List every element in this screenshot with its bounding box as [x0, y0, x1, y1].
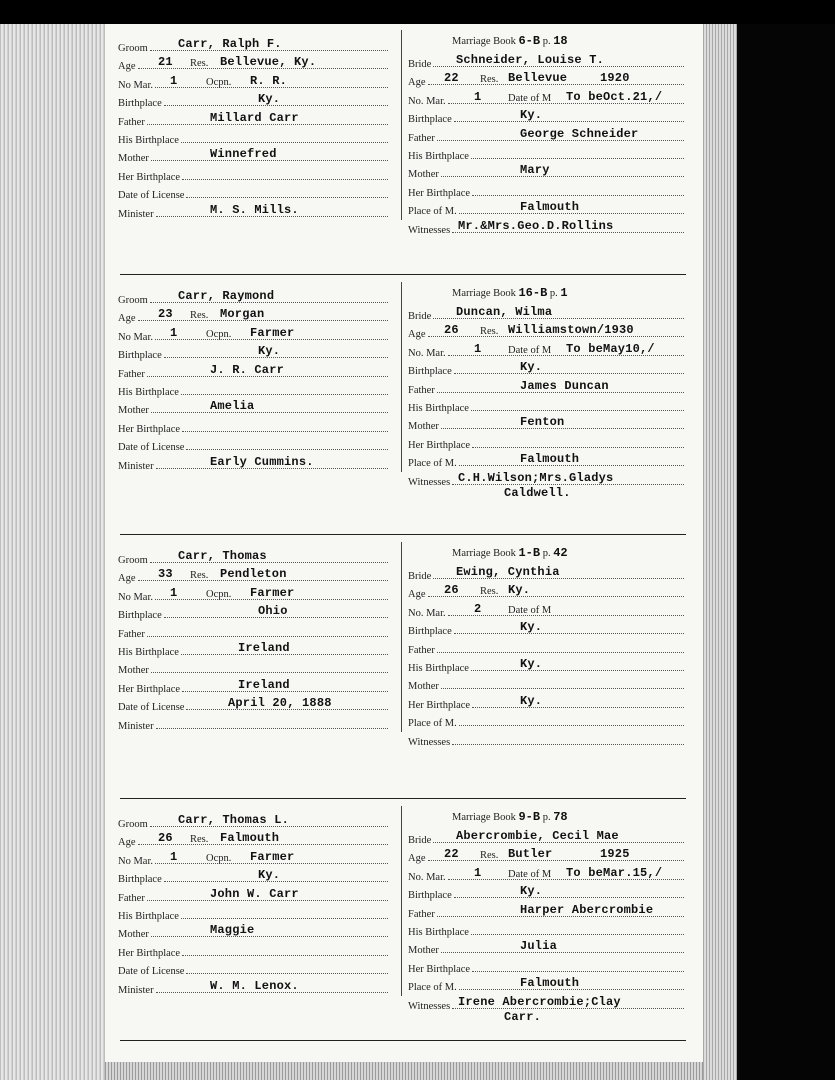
bride-no-mar-value: 1 — [474, 341, 482, 356]
film-edge-right — [703, 0, 835, 1080]
bride-father-value: Harper Abercrombie — [520, 902, 654, 917]
bride-mother-dotted-line — [441, 176, 684, 177]
groom-his-birthplace-label: His Birthplace — [118, 911, 179, 922]
bride-his-birthplace-row — [408, 144, 686, 162]
groom-res-value: Pendleton — [220, 567, 287, 582]
marriage-book-label: Marriage Book — [452, 812, 519, 823]
groom-minister-value: W. M. Lenox. — [210, 978, 299, 993]
bride-mother-label: Mother — [408, 945, 439, 957]
bride-his-birthplace-value: Ky. — [520, 657, 543, 671]
marriage-book-page-value: 42 — [553, 546, 568, 560]
bride-her-birthplace-label: Her Birthplace — [408, 439, 471, 451]
bride-witnesses-label: Witnesses — [408, 224, 451, 236]
bride-birthplace-dotted-line — [454, 633, 684, 634]
groom-minister-label: Minister — [118, 208, 154, 220]
bride-her-birthplace-row — [408, 181, 686, 199]
groom-birthplace-label: Birthplace — [118, 610, 162, 622]
marriage-book-page-value: 1 — [560, 286, 568, 300]
bride-name-value: Schneider, Louise T. — [456, 53, 605, 67]
bride-birthplace-label: Birthplace — [408, 890, 452, 902]
groom-no-mar-value: 1 — [170, 585, 178, 600]
bride-her-birthplace-dotted-line — [472, 707, 684, 708]
bride-name-label: Bride — [408, 835, 432, 846]
bride-res-value: Ky. — [508, 583, 531, 598]
bride-witnesses-label: Witnesses — [408, 736, 451, 748]
groom-his-birthplace-row — [118, 904, 390, 922]
groom-mother-value: Amelia — [210, 399, 255, 414]
groom-age-label: Age — [118, 573, 136, 585]
groom-name-value: Carr, Thomas — [178, 549, 267, 563]
groom-no-mar-value: 1 — [170, 73, 178, 88]
groom-no-mar-label: No Mar. — [118, 855, 153, 867]
bride-witnesses-label: Witnesses — [408, 1000, 451, 1012]
groom-birthplace-label: Birthplace — [118, 98, 162, 110]
marriage-book-value: 16-B — [518, 286, 548, 300]
bride-father-label: Father — [408, 132, 435, 144]
bride-age-value: 22 — [444, 847, 459, 862]
bride-age-value: 22 — [444, 71, 459, 86]
bride-place-of-m-label: Place of M. — [408, 718, 457, 730]
groom-mother-label: Mother — [118, 405, 149, 417]
groom-father-label: Father — [118, 368, 145, 380]
groom-birthplace-value: Ky. — [258, 344, 281, 359]
marriage-book-value: 6-B — [518, 34, 541, 48]
groom-ocpn-value: Farmer — [250, 849, 295, 864]
bride-date-of-m-label: Date of M — [508, 92, 552, 104]
bride-mother-label: Mother — [408, 681, 439, 693]
bride-witnesses-continued: Caldwell. — [504, 486, 571, 500]
groom-date-of-license-label: Date of License — [118, 966, 185, 978]
groom-ocpn-value: Farmer — [250, 325, 295, 340]
groom-her-birthplace-dotted-line — [182, 179, 388, 180]
groom-minister-label: Minister — [118, 984, 154, 996]
bride-father-dotted-line — [437, 652, 684, 653]
bride-age-label: Age — [408, 589, 426, 601]
bride-her-birthplace-row — [408, 957, 686, 975]
bride-witnesses-continued: Carr. — [504, 1010, 542, 1024]
bride-father-label: Father — [408, 384, 435, 396]
groom-her-birthplace-label: Her Birthplace — [118, 947, 181, 959]
bride-mother-row — [408, 674, 686, 692]
groom-birthplace-row — [118, 867, 390, 885]
bride-her-birthplace-label: Her Birthplace — [408, 963, 471, 975]
bride-no-mar-value: 2 — [474, 601, 482, 616]
groom-her-birthplace-row — [118, 941, 390, 959]
groom-his-birthplace-row — [118, 128, 390, 146]
groom-mother-value: Maggie — [210, 923, 255, 938]
marriage-book-page-value: 78 — [553, 810, 568, 824]
bride-her-birthplace-dotted-line — [472, 195, 684, 196]
groom-her-birthplace-dotted-line — [182, 431, 388, 432]
groom-her-birthplace-row — [118, 165, 390, 183]
groom-mother-dotted-line — [151, 672, 388, 673]
groom-age-label: Age — [118, 61, 136, 73]
bride-res-value: Butler — [508, 847, 553, 862]
groom-his-birthplace-dotted-line — [181, 918, 388, 919]
bride-name-value: Duncan, Wilma — [456, 305, 553, 319]
groom-mother-label: Mother — [118, 929, 149, 941]
bride-res-label: Res. — [480, 850, 499, 862]
film-edge-band — [703, 0, 737, 1080]
groom-res-label: Res. — [190, 834, 209, 846]
groom-minister-value: Early Cummins. — [210, 454, 314, 469]
marriage-book-page-label: p. — [540, 36, 554, 47]
groom-her-birthplace-row — [118, 417, 390, 435]
groom-her-birthplace-label: Her Birthplace — [118, 683, 181, 695]
bride-date-of-m-label: Date of M — [508, 868, 552, 880]
bride-her-birthplace-dotted-line — [472, 971, 684, 972]
bride-date-of-m-value: To beMay10,/ — [566, 341, 655, 356]
groom-date-of-license-row — [118, 435, 390, 453]
groom-date-of-license-label: Date of License — [118, 190, 185, 202]
bride-his-birthplace-dotted-line — [471, 410, 684, 411]
groom-date-of-license-row — [118, 183, 390, 201]
groom-birthplace-label: Birthplace — [118, 874, 162, 886]
bride-no-mar-label: No. Mar. — [408, 871, 446, 883]
bride-witnesses-value: C.H.Wilson;Mrs.Gladys — [458, 470, 614, 485]
groom-no-mar-value: 1 — [170, 325, 178, 340]
bride-name-label: Bride — [408, 571, 432, 582]
record-divider — [120, 274, 686, 275]
groom-minister-label: Minister — [118, 460, 154, 472]
groom-name-value: Carr, Raymond — [178, 289, 275, 303]
groom-his-birthplace-label: His Birthplace — [118, 647, 179, 658]
bride-mother-dotted-line — [441, 952, 684, 953]
marriage-book-label: Marriage Book — [452, 36, 519, 47]
groom-age-value: 26 — [158, 831, 173, 846]
groom-father-value: J. R. Carr — [210, 362, 285, 377]
groom-no-mar-label: No Mar. — [118, 331, 153, 343]
bride-his-birthplace-row — [408, 396, 686, 414]
bride-no-mar-label: No. Mar. — [408, 347, 446, 359]
groom-his-birthplace-dotted-line — [181, 142, 388, 143]
marriage-book — [452, 810, 568, 824]
film-edge-bottom — [105, 1062, 703, 1080]
bride-birthplace-value: Ky. — [520, 108, 543, 123]
bride-birthplace-value: Ky. — [520, 360, 543, 375]
bride-age-value: 26 — [444, 323, 459, 338]
bride-age-value: 26 — [444, 583, 459, 598]
groom-no-mar-label: No Mar. — [118, 591, 153, 603]
bride-his-birthplace-label: His Birthplace — [408, 403, 469, 414]
groom-birthplace-label: Birthplace — [118, 350, 162, 362]
bride-res-year-value: 1920 — [600, 71, 630, 86]
bride-no-mar-label: No. Mar. — [408, 95, 446, 107]
bride-birthplace-label: Birthplace — [408, 366, 452, 378]
bride-mother-value: Mary — [520, 163, 550, 178]
bride-his-birthplace-label: His Birthplace — [408, 927, 469, 938]
groom-mother-dotted-line — [151, 412, 388, 413]
bride-res-year-value: 1925 — [600, 847, 630, 862]
marriage-book-value: 1-B — [518, 546, 541, 560]
bride-his-birthplace-dotted-line — [471, 158, 684, 159]
groom-birthplace-row — [118, 91, 390, 109]
bride-his-birthplace-label: His Birthplace — [408, 663, 469, 674]
bride-witnesses-value: Mr.&Mrs.Geo.D.Rollins — [458, 218, 614, 233]
groom-date-of-license-dotted-line — [186, 449, 388, 450]
bride-her-birthplace-value: Ky. — [520, 693, 543, 708]
bride-witnesses-value: Irene Abercrombie;Clay — [458, 994, 621, 1009]
bride-res-label: Res. — [480, 326, 499, 338]
bride-her-birthplace-row — [408, 433, 686, 451]
groom-her-birthplace-label: Her Birthplace — [118, 423, 181, 435]
marriage-book — [452, 34, 568, 48]
groom-name-label: Groom — [118, 295, 148, 306]
bride-place-of-m-value: Falmouth — [520, 976, 580, 991]
groom-his-birthplace-label: His Birthplace — [118, 387, 179, 398]
bride-his-birthplace-row — [408, 920, 686, 938]
groom-minister-row — [118, 714, 390, 732]
bride-mother-label: Mother — [408, 421, 439, 433]
bride-her-birthplace-dotted-line — [472, 447, 684, 448]
bride-age-dotted-line — [428, 596, 685, 597]
groom-ocpn-label: Ocpn. — [206, 852, 232, 864]
groom-mother-row — [118, 658, 390, 676]
bride-birthplace-value: Ky. — [520, 620, 543, 635]
groom-no-mar-label: No Mar. — [118, 79, 153, 91]
record-divider — [120, 798, 686, 799]
bride-birthplace-row — [408, 619, 686, 637]
marriage-book-value: 9-B — [518, 810, 541, 824]
groom-name-label: Groom — [118, 43, 148, 54]
groom-age-value: 21 — [158, 55, 173, 70]
bride-name-label: Bride — [408, 59, 432, 70]
bride-no-mar-dotted-line — [448, 615, 684, 616]
groom-his-birthplace-dotted-line — [181, 394, 388, 395]
groom-date-of-license-value: April 20, 1888 — [228, 696, 332, 711]
bride-name-label: Bride — [408, 311, 432, 322]
bride-date-of-m-label: Date of M — [508, 344, 552, 356]
groom-age-value: 33 — [158, 567, 173, 582]
bride-place-of-m-label: Place of M. — [408, 982, 457, 994]
groom-father-dotted-line — [147, 636, 388, 637]
record-divider — [120, 1040, 686, 1041]
bride-her-birthplace-label: Her Birthplace — [408, 699, 471, 711]
marriage-book-label: Marriage Book — [452, 548, 519, 559]
bride-age-label: Age — [408, 329, 426, 341]
groom-her-birthplace-value: Ireland — [238, 677, 290, 692]
bride-father-label: Father — [408, 644, 435, 656]
bride-place-of-m-label: Place of M. — [408, 458, 457, 470]
bride-birthplace-row — [408, 359, 686, 377]
bride-his-birthplace-dotted-line — [471, 670, 684, 671]
bride-her-birthplace-row — [408, 693, 686, 711]
marriage-book-page-label: p. — [540, 812, 554, 823]
groom-his-birthplace-label: His Birthplace — [118, 135, 179, 146]
bride-age-dotted-line — [428, 860, 685, 861]
groom-minister-value: M. S. Mills. — [210, 202, 299, 217]
bride-witnesses-dotted-line — [452, 744, 684, 745]
groom-name-value: Carr, Ralph F. — [178, 37, 282, 51]
bride-place-of-m-dotted-line — [459, 725, 684, 726]
bride-date-of-m-value: To beOct.21,/ — [566, 89, 663, 104]
groom-ocpn-label: Ocpn. — [206, 588, 232, 600]
groom-res-value: Bellevue, Ky. — [220, 55, 317, 70]
bride-place-of-m-value: Falmouth — [520, 200, 580, 215]
groom-mother-label: Mother — [118, 665, 149, 677]
groom-no-mar-value: 1 — [170, 849, 178, 864]
groom-name-label: Groom — [118, 819, 148, 830]
groom-date-of-license-dotted-line — [186, 197, 388, 198]
groom-father-value: John W. Carr — [210, 886, 299, 901]
record-divider — [120, 534, 686, 535]
bride-father-value: George Schneider — [520, 126, 639, 141]
groom-birthplace-value: Ohio — [258, 604, 288, 619]
marriage-book — [452, 286, 568, 300]
bride-date-of-m-value: To beMar.15,/ — [566, 865, 663, 880]
bride-birthplace-row — [408, 883, 686, 901]
marriage-book-page-label: p. — [547, 288, 561, 299]
groom-his-birthplace-row — [118, 380, 390, 398]
groom-name-value: Carr, Thomas L. — [178, 813, 290, 827]
groom-ocpn-label: Ocpn. — [206, 328, 232, 340]
groom-birthplace-value: Ky. — [258, 868, 281, 883]
groom-ocpn-label: Ocpn. — [206, 76, 232, 88]
bride-father-label: Father — [408, 908, 435, 920]
film-edge-left — [0, 0, 105, 1080]
bride-place-of-m-value: Falmouth — [520, 452, 580, 467]
bride-place-of-m-label: Place of M. — [408, 206, 457, 218]
groom-res-value: Falmouth — [220, 831, 280, 846]
bride-father-value: James Duncan — [520, 378, 609, 393]
bride-place-of-m-row — [408, 711, 686, 729]
groom-res-value: Morgan — [220, 307, 265, 322]
bride-his-birthplace-row — [408, 656, 686, 674]
bride-birthplace-dotted-line — [454, 373, 684, 374]
bride-no-mar-value: 1 — [474, 89, 482, 104]
column-divider — [401, 282, 402, 472]
groom-date-of-license-label: Date of License — [118, 702, 185, 714]
bride-birthplace-value: Ky. — [520, 884, 543, 899]
marriage-book-page-label: p. — [540, 548, 554, 559]
bride-date-of-m-label: Date of M — [508, 604, 552, 616]
column-divider — [401, 806, 402, 996]
groom-res-label: Res. — [190, 310, 209, 322]
groom-minister-label: Minister — [118, 720, 154, 732]
bride-name-value: Abercrombie, Cecil Mae — [456, 829, 619, 843]
groom-father-label: Father — [118, 628, 145, 640]
bride-witnesses-label: Witnesses — [408, 476, 451, 488]
bride-birthplace-label: Birthplace — [408, 626, 452, 638]
column-divider — [401, 30, 402, 220]
groom-birthplace-value: Ky. — [258, 92, 281, 107]
bride-res-value: Williamstown/1930 — [508, 323, 634, 338]
groom-age-label: Age — [118, 837, 136, 849]
groom-date-of-license-row — [118, 959, 390, 977]
groom-minister-dotted-line — [156, 728, 388, 729]
bride-her-birthplace-label: Her Birthplace — [408, 187, 471, 199]
groom-birthplace-row — [118, 603, 390, 621]
groom-his-birthplace-value: Ireland — [238, 641, 290, 655]
bride-res-label: Res. — [480, 74, 499, 86]
bride-birthplace-dotted-line — [454, 897, 684, 898]
bride-no-mar-value: 1 — [474, 865, 482, 880]
bride-age-label: Age — [408, 853, 426, 865]
bride-mother-dotted-line — [441, 688, 684, 689]
groom-age-value: 23 — [158, 307, 173, 322]
marriage-book — [452, 546, 568, 560]
bride-father-row — [408, 638, 686, 656]
groom-date-of-license-dotted-line — [186, 973, 388, 974]
bride-no-mar-label: No. Mar. — [408, 607, 446, 619]
bride-birthplace-dotted-line — [454, 121, 684, 122]
groom-mother-label: Mother — [118, 153, 149, 165]
bride-res-label: Res. — [480, 586, 499, 598]
bride-res-value: Bellevue — [508, 71, 568, 86]
groom-mother-dotted-line — [151, 936, 388, 937]
groom-father-label: Father — [118, 892, 145, 904]
bride-birthplace-row — [408, 107, 686, 125]
groom-birthplace-row — [118, 343, 390, 361]
groom-her-birthplace-label: Her Birthplace — [118, 171, 181, 183]
bride-age-label: Age — [408, 77, 426, 89]
bride-mother-value: Julia — [520, 939, 558, 954]
film-edge-top — [0, 0, 835, 24]
groom-her-birthplace-dotted-line — [182, 955, 388, 956]
groom-date-of-license-label: Date of License — [118, 442, 185, 454]
bride-his-birthplace-label: His Birthplace — [408, 151, 469, 162]
bride-birthplace-label: Birthplace — [408, 114, 452, 126]
marriage-book-label: Marriage Book — [452, 288, 519, 299]
groom-ocpn-value: R. R. — [250, 73, 288, 88]
groom-mother-value: Winnefred — [210, 147, 277, 162]
groom-res-label: Res. — [190, 58, 209, 70]
groom-age-label: Age — [118, 313, 136, 325]
groom-father-label: Father — [118, 116, 145, 128]
groom-father-row — [118, 622, 390, 640]
groom-father-value: Millard Carr — [210, 110, 299, 125]
column-divider — [401, 542, 402, 732]
bride-mother-value: Fenton — [520, 415, 565, 430]
groom-ocpn-value: Farmer — [250, 585, 295, 600]
bride-name-value: Ewing, Cynthia — [456, 565, 560, 579]
bride-witnesses-row — [408, 730, 686, 748]
bride-his-birthplace-dotted-line — [471, 934, 684, 935]
bride-mother-label: Mother — [408, 169, 439, 181]
groom-name-label: Groom — [118, 555, 148, 566]
marriage-book-page-value: 18 — [553, 34, 568, 48]
groom-res-label: Res. — [190, 570, 209, 582]
